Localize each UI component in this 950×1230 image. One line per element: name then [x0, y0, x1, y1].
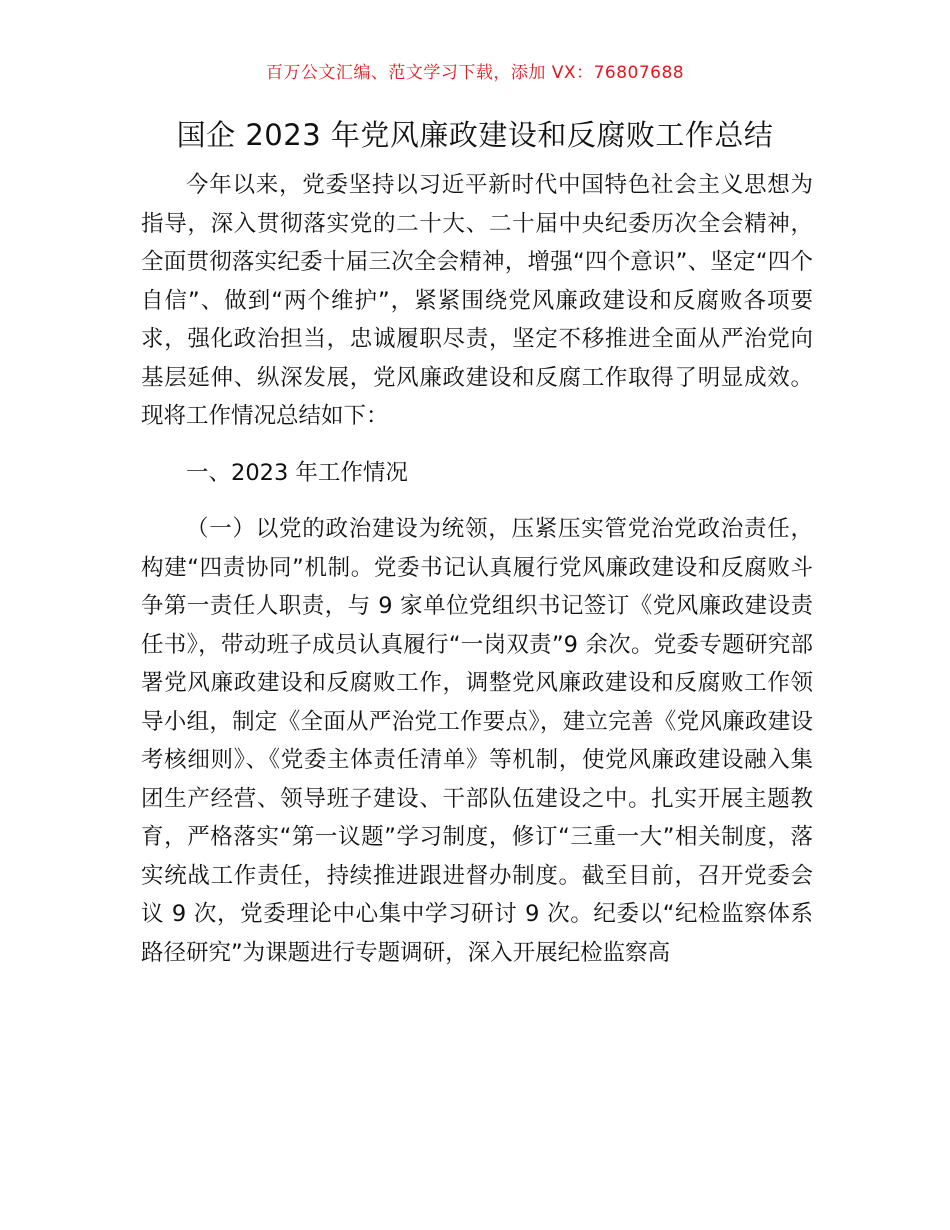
- intro-paragraph: 今年以来，党委坚持以习近平新时代中国特色社会主义思想为指导，深入贯彻落实党的二十大、二十届中央纪委历次全会精神，全面贯彻落实纪委十届三次全会精神，增强“四个意识”、坚定“四个自信”、做到“两个维护”，紧紧围绕党风廉政建设和反腐败各项要求，强化政治担当，忠诚履职尽责，坚定不移推进全面从严治党向基层延伸、纵深发展，党风廉政建设和反腐工作取得了明显成效。现将工作情况总结如下：: [141, 172, 813, 429]
- section-heading: 一、2023 年工作情况: [186, 459, 408, 486]
- document-body: [141, 166, 813, 972]
- page-title: 国企 2023 年党风廉政建设和反腐败工作总结: [176, 118, 774, 152]
- section-paragraph: （一）以党的政治建设为统领，压紧压实管党治党政治责任，构建“四责协同”机制。党委书记认真履行党风廉政建设和反腐败斗争第一责任人职责，与 9 家单位党组织书记签订《党风廉政建设责任书》，带动班子成员认真履行“一岗双责”9 余次。党委专题研究部署党风廉政建设和反腐败工作，调整党风廉政建设和反腐败工作领导小组，制定《全面从严治党工作要点》，建立完善《党风廉政建设考核细则》、《党委主体责任清单》等机制，使党风廉政建设融入集团生产经营、领导班子建设、干部队伍建设之中。扎实开展主题教育，严格落实“第一议题”学习制度，修订“三重一大”相关制度，落实统战工作责任，持续推进跟进督办制度。截至目前，召开党委会议 9 次，党委理论中心集中学习研讨 9 次。纪委以“纪检监察体系路径研究”为课题进行专题调研，深入开展纪检监察高: [141, 516, 813, 966]
- header-note: 百万公文汇编、范文学习下载，添加 VX：76807688: [265, 63, 685, 83]
